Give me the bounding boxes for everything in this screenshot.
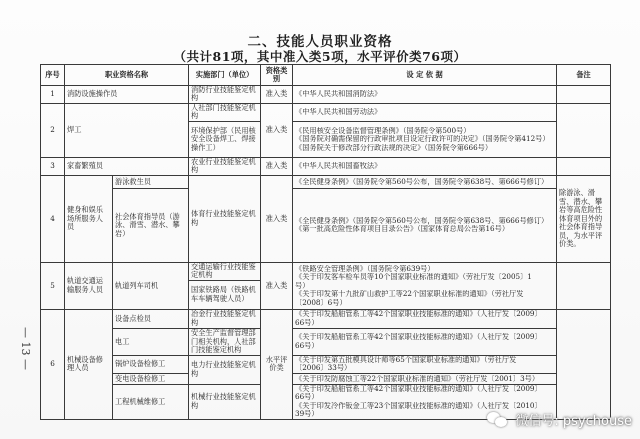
dept: 环境保护部（民用核安全设备焊工、焊接操作工） <box>189 121 261 157</box>
basis-line: 《关于印发客车检车员等10个国家职业标准的通知》（劳社厅发〔2005〕1 <box>295 273 532 282</box>
basis <box>293 355 557 373</box>
basis-line: 〔2008〕6号） <box>295 298 347 307</box>
basis-line: 号） <box>295 281 310 290</box>
table-row <box>41 309 611 328</box>
dept: 人社部门技能鉴定机构 <box>189 103 261 121</box>
basis-line: 《关于印发防腐蚀工等22个国家职业标准的通知》（劳社厅发〔2001〕3号） <box>295 374 540 383</box>
note <box>557 86 611 104</box>
header-basis: 设 定 依 据 <box>293 65 557 86</box>
basis-line: 《关于印发冷作钣金工等23个国家职业技能标准的通知》（人社厅发〔2010〕 <box>295 401 542 410</box>
job-name: 家畜繁殖员 <box>65 157 189 175</box>
dept: 国家铁路局（铁路机车车辆驾驶人员） <box>189 280 261 309</box>
table-row <box>41 262 611 280</box>
basis-line: 《关于印发第五批模具设计师等65个国家职业标准的通知》（劳社厅发 <box>295 355 517 364</box>
category: 准入类 <box>261 103 293 157</box>
basis <box>293 309 557 328</box>
dept: 交通运输行业技能鉴定机构 <box>189 262 261 280</box>
basis-line: 《中华人民共和国畜牧法》 <box>295 162 382 171</box>
dept: 电力行业技能鉴定机构 <box>189 355 261 384</box>
basis <box>293 103 557 121</box>
category: 水平评价类 <box>261 309 293 419</box>
qualification-table <box>40 64 611 420</box>
note <box>557 103 611 157</box>
row-no: 1 <box>41 86 65 104</box>
job-name: 健身和娱乐场所服务人员 <box>65 175 113 262</box>
note <box>557 309 611 419</box>
job-name: 机械设备修理人员 <box>65 309 113 419</box>
basis-line: 《关于印发船舶管系工等42个国家职业技能标准的通知》（人社厅发〔2009〕 <box>295 333 542 342</box>
page-number: — 13 — <box>19 326 32 370</box>
table-row <box>41 355 611 373</box>
basis-line: 《全民健身条例》（国务院令第560号公布，国务院令第638号、第666号修订） <box>295 177 549 186</box>
row-no: 5 <box>41 262 65 309</box>
wechat-icon <box>487 410 509 428</box>
table-row <box>41 373 611 384</box>
sub-job: 工程机械维修工 <box>113 384 189 419</box>
basis-line: 39号） <box>295 410 319 419</box>
header-category: 资格类别 <box>261 65 293 86</box>
dept: 农业行业技能鉴定机构 <box>189 157 261 175</box>
basis-line: 《国务院关于修改部分行政法规的决定》（国务院令第666号） <box>295 143 493 152</box>
basis <box>293 328 557 355</box>
note <box>557 262 611 309</box>
table-row <box>41 103 611 121</box>
row-no: 2 <box>41 103 65 157</box>
basis-line: 66号） <box>295 341 319 350</box>
sub-job: 锅炉设备检修工 <box>113 355 189 373</box>
table-row <box>41 188 611 262</box>
basis-line: 《关于印发船舶管系工等42个国家职业技能标准的通知》（人社厅发〔2009〕 <box>295 384 542 393</box>
section-title: 二、技能人员职业资格 <box>247 34 393 50</box>
row-no: 3 <box>41 157 65 175</box>
row-no: 4 <box>41 175 65 262</box>
basis-line: 《关于印发第十九批矿山救护工等22个国家职业标准的通知》（劳社厅发 <box>295 290 524 299</box>
header-dept: 实施部门（单位） <box>189 65 261 86</box>
note <box>557 157 611 175</box>
header-job: 职业资格名称 <box>65 65 189 86</box>
category: 准入类 <box>261 175 293 262</box>
dept: 安全生产监督管理部门相关机构，人社部门技能鉴定机构 <box>189 328 261 355</box>
sub-job: 社会体育指导员（游泳、滑雪、潜水、攀岩） <box>113 188 189 262</box>
header-no: 序号 <box>41 65 65 86</box>
basis-line: 《中华人民共和国消防法》 <box>295 90 382 99</box>
sub-job: 设备点检员 <box>113 309 189 328</box>
basis <box>293 157 557 175</box>
category: 准入类 <box>261 262 293 309</box>
category: 准入类 <box>261 157 293 175</box>
basis <box>293 175 557 188</box>
header-note: 备注 <box>557 65 611 86</box>
job-name: 消防设施操作员 <box>65 86 189 104</box>
header-row <box>41 65 611 86</box>
sub-job: 游泳救生员 <box>113 175 189 188</box>
dept: 体育行业技能鉴定机构 <box>189 175 261 262</box>
section-subtitle: （共计81项，其中准入类5项，水平评价类76项） <box>173 49 467 64</box>
basis-line: 《国务院对确需保留的行政审批项目设定行政许可的决定》（国务院令第412号） <box>295 135 550 144</box>
basis-line: 《全民健身条例》（国务院令第560号公布，国务院令第638号、第666号修订） <box>295 216 549 225</box>
table-row <box>41 86 611 104</box>
basis <box>293 373 557 384</box>
sub-job: 轨道列车司机 <box>113 262 189 309</box>
dept: 冶金行业技能鉴定机构 <box>189 309 261 328</box>
basis <box>293 188 557 262</box>
basis <box>293 86 557 104</box>
basis-line: 66号） <box>295 393 319 402</box>
table-row <box>41 175 611 188</box>
dept: 机械行业技能鉴定机构 <box>189 384 261 419</box>
basis-line: 《第一批高危险性体育项目目录公告》（国家体育总局公告第16号） <box>295 225 510 234</box>
row-no: 6 <box>41 309 65 419</box>
basis-line: 《关于印发船舶管系工等42个国家职业技能标准的通知》（人社厅发〔2009〕 <box>295 310 542 319</box>
job-name: 焊工 <box>65 103 189 157</box>
basis <box>293 262 557 309</box>
sub-job: 变电设备检修工 <box>113 373 189 384</box>
table-row <box>41 157 611 175</box>
basis-line: 〔2006〕33号） <box>295 364 352 373</box>
category: 准入类 <box>261 86 293 104</box>
basis-line: 《铁路安全管理条例》（国务院令第639号） <box>295 264 435 273</box>
dept: 消防行业技能鉴定机构 <box>189 86 261 104</box>
table-row <box>41 328 611 355</box>
watermark-text: 微信号: psychouse <box>515 413 632 429</box>
basis-line: 《中华人民共和国劳动法》 <box>295 108 382 117</box>
sub-job: 电工 <box>113 328 189 355</box>
basis-line: 《民用核安全设备监督管理条例》（国务院令第500号） <box>295 126 471 135</box>
wechat-watermark <box>487 407 632 431</box>
job-name: 轨道交通运输服务人员 <box>65 262 113 309</box>
basis-line: 66号） <box>295 318 319 327</box>
note: 除游泳、滑雪、潜水、攀岩等高危险性体育项目外的社会体育指导员，为水平评价类。 <box>557 175 611 262</box>
basis <box>293 121 557 157</box>
